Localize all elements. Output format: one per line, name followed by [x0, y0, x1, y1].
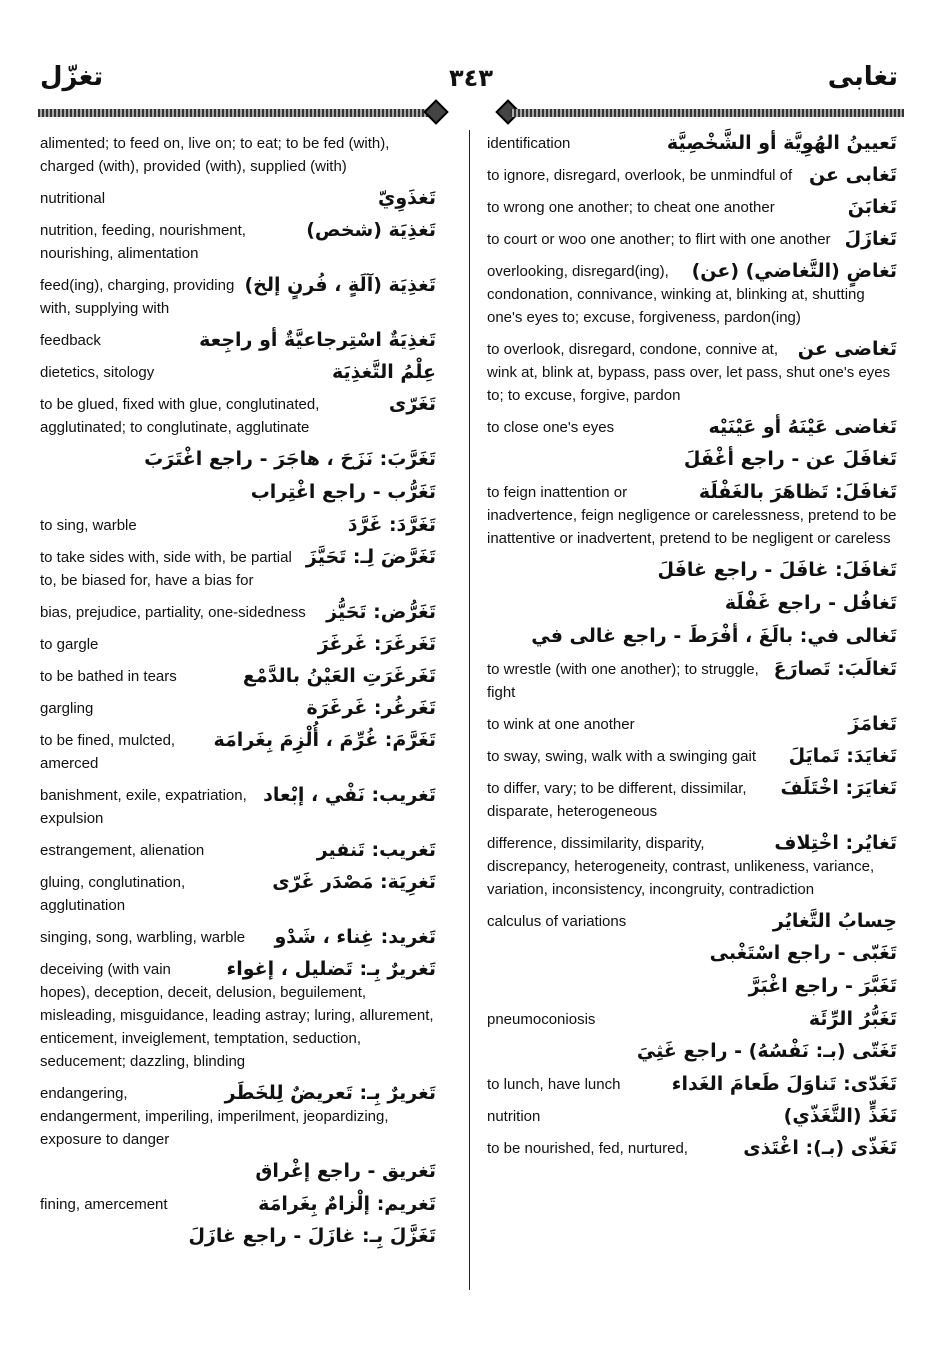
- dictionary-entry: [487, 132, 897, 155]
- arabic-headword: تَغَبَّرَ - راجع اغْبَرَّ: [748, 975, 897, 997]
- dictionary-entry: [487, 338, 897, 407]
- arabic-headword: تَغريب: تَنفير: [316, 839, 436, 861]
- dictionary-entry: [487, 448, 897, 472]
- arabic-headword: تَغريرٌ بِـ: تَضليل ، إغواء: [226, 958, 436, 980]
- dictionary-entry: [40, 1193, 436, 1216]
- dictionary-entry: [40, 481, 436, 505]
- arabic-headword: تَغَرُّض: تَحَيُّز: [326, 601, 436, 623]
- header-guide-word-left: تغزّل: [40, 62, 104, 92]
- arabic-headword: تَغامَزَ: [848, 713, 897, 735]
- dictionary-entry: [487, 416, 897, 439]
- dictionary-entry: [487, 658, 897, 704]
- english-definition: to be nourished, fed, nurtured,: [487, 1140, 688, 1157]
- english-definition: feedback: [40, 332, 101, 349]
- page-number: ٣٤٣: [449, 64, 493, 92]
- arabic-headword: تَغَرَّضَ لِـ: تَحَيَّزَ: [305, 546, 436, 568]
- arabic-headword: تَغابَنَ: [847, 196, 897, 218]
- arabic-headword: عِلْمُ التَّغذِيَة: [331, 361, 436, 383]
- column-divider: [469, 130, 470, 1290]
- dictionary-entry: [487, 1137, 897, 1160]
- dictionary-entry: [487, 625, 897, 649]
- arabic-headword: تَغافَلَ عن - راجع أغْفَلَ: [683, 448, 897, 470]
- english-definition: difference, dissimilarity, disparity, discrepancy, heterogeneity, contrast, unlikeness, variance, variation, inconsistency, incongruity, contradiction: [487, 835, 875, 898]
- arabic-headword: تَغالَبَ: تَصارَعَ: [773, 658, 897, 680]
- dictionary-entry: [40, 361, 436, 384]
- english-definition: fining, amercement: [40, 1196, 168, 1213]
- header-guide-word-right: تغابى: [827, 62, 898, 92]
- dictionary-entry: [40, 393, 436, 439]
- dictionary-entry: [487, 1008, 897, 1031]
- arabic-headword: تَغذِيَة (شخص): [306, 219, 436, 241]
- dictionary-entry: [487, 1105, 897, 1128]
- arabic-headword: تَغافُل - راجع غَفْلَة: [724, 592, 897, 614]
- dictionary-entry: [487, 1073, 897, 1096]
- arabic-headword: تَغَرغَرَ: غَرغَرَ: [317, 633, 436, 655]
- english-definition: nutritional: [40, 190, 106, 207]
- english-definition: deceiving (with vain hopes), deception, deceit, delusion, beguilement, misleading, misguidance, leading astray; luring, allurement, enticement, inveiglement, temptation, seduction, seducement; dazzling, blinding: [40, 961, 434, 1070]
- dictionary-entry: [40, 274, 436, 320]
- dictionary-entry: [40, 546, 436, 592]
- dictionary-entry: [40, 633, 436, 656]
- english-definition: identification: [487, 135, 571, 152]
- english-definition: to wink at one another: [487, 716, 635, 733]
- dictionary-entry: [487, 228, 897, 251]
- english-definition: to differ, vary; to be different, dissimilar, disparate, heterogeneous: [487, 780, 747, 820]
- arabic-headword: تَغَرَّبَ: نَزَحَ ، هاجَرَ - راجع اغْتَرَبَ: [144, 448, 436, 470]
- dictionary-entry: [40, 697, 436, 720]
- english-definition: to be glued, fixed with glue, conglutinated, agglutinated; to conglutinate, agglutinate: [40, 396, 320, 436]
- english-definition: to sway, swing, walk with a swinging gait: [487, 748, 757, 765]
- arabic-headword: تَغرِيَة: مَصْدَر غَرّى: [272, 871, 436, 893]
- arabic-headword: تَغايَدَ: تَمايَلَ: [788, 745, 897, 767]
- english-definition: to wrestle (with one another); to struggle, fight: [487, 661, 759, 701]
- dictionary-entry: [40, 132, 436, 178]
- english-definition: endangering, endangerment, imperiling, imperilment, jeopardizing, exposure to danger: [40, 1085, 389, 1148]
- english-definition: overlooking, disregard(ing), condonation, connivance, winking at, blinking at, shutting one's eyes to; excuse, forgiveness, pardon(ing): [487, 263, 865, 326]
- dictionary-entry: [40, 839, 436, 862]
- english-definition: to ignore, disregard, overlook, be unmindful of: [487, 167, 793, 184]
- english-definition: to be bathed in tears: [40, 668, 177, 685]
- dictionary-entry: [487, 592, 897, 616]
- dictionary-entry: [40, 187, 436, 210]
- dictionary-entry: [40, 926, 436, 949]
- dictionary-entry: [40, 1082, 436, 1151]
- english-definition: singing, song, warbling, warble: [40, 929, 246, 946]
- arabic-headword: تَغَرَّدَ: غَرَّدَ: [347, 514, 436, 536]
- arabic-headword: تَغاضى عن: [797, 338, 897, 360]
- arabic-headword: تَغَذٍّ (التَّغَذّي): [783, 1105, 897, 1127]
- dictionary-entry: [487, 777, 897, 823]
- english-definition: to sing, warble: [40, 517, 137, 534]
- dictionary-entry: [487, 910, 897, 933]
- ornament-bar-right: [510, 109, 904, 117]
- dictionary-entry: [40, 601, 436, 624]
- arabic-headword: تَغَبّى - راجع اسْتَغْبى: [709, 942, 897, 964]
- arabic-headword: تَغازَلَ: [844, 228, 897, 250]
- arabic-headword: تَغايُر: اخْتِلاف: [774, 832, 897, 854]
- arabic-headword: تَغذِيَةٌ اسْتِرجاعيَّةٌ أو راجِعة: [199, 329, 436, 351]
- english-definition: to overlook, disregard, condone, connive at, wink at, blink at, bypass, pass over, let pass, shut one's eyes to; to excuse, forgive, pardon: [487, 341, 891, 404]
- dictionary-entry: [40, 448, 436, 472]
- dictionary-entry: [40, 1160, 436, 1184]
- arabic-headword: تَغاضى عَيْنَهُ أو عَيْنَيْه: [708, 416, 897, 438]
- english-definition: dietetics, sitology: [40, 364, 155, 381]
- arabic-headword: تَعيينُ الهُوِيَّة أو الشَّخْصِيَّة: [666, 132, 897, 154]
- english-definition: gargling: [40, 700, 94, 717]
- ornament-bar-left: [38, 109, 430, 117]
- arabic-headword: تَغَرّى: [388, 393, 436, 415]
- arabic-headword: تَغريم: إلْزامٌ بِغَرامَة: [258, 1193, 436, 1215]
- english-definition: calculus of variations: [487, 913, 627, 930]
- arabic-headword: تَغَرغُر: غَرغَرَة: [306, 697, 436, 719]
- arabic-headword: تَغابى عن: [808, 164, 897, 186]
- dictionary-entry: [40, 219, 436, 265]
- dictionary-entry: [487, 942, 897, 966]
- arabic-headword: تَغريد: غِناء ، شَدْو: [274, 926, 436, 948]
- english-definition: gluing, conglutination, agglutination: [40, 874, 186, 914]
- english-definition: bias, prejudice, partiality, one-sidedness: [40, 604, 306, 621]
- arabic-headword: تَغاضٍ (التَّغاضي) (عن): [691, 260, 897, 282]
- dictionary-entry: [40, 871, 436, 917]
- arabic-headword: تَغذِيَة (آلَةٍ ، فُرنٍ إلخ): [244, 274, 436, 296]
- header-ornament-rule: [38, 102, 904, 124]
- arabic-headword: تَغَرغَرَتِ العَيْنُ بالدَّمْع: [242, 665, 436, 687]
- right-column: [487, 132, 897, 1169]
- dictionary-entry: [487, 832, 897, 901]
- english-definition: banishment, exile, expatriation, expulsion: [40, 787, 247, 827]
- arabic-headword: تَغَزَّلَ بِـ: غازَلَ - راجع غازَلَ: [188, 1225, 436, 1247]
- dictionary-entry: [40, 729, 436, 775]
- arabic-headword: تَغايَرَ: اخْتَلَفَ: [780, 777, 897, 799]
- english-definition: to gargle: [40, 636, 99, 653]
- arabic-headword: تَغَدّى: تَناوَلَ طَعامَ الغَداء: [671, 1073, 897, 1095]
- arabic-headword: تَغذَوِيّ: [377, 187, 436, 209]
- dictionary-entry: [487, 481, 897, 550]
- english-definition: to lunch, have lunch: [487, 1076, 621, 1093]
- english-definition: to court or woo one another; to flirt with one another: [487, 231, 831, 248]
- english-definition: pneumoconiosis: [487, 1011, 596, 1028]
- arabic-headword: تَغافَلَ: تَظاهَرَ بالغَفْلَة: [698, 481, 897, 503]
- dictionary-entry: [487, 260, 897, 329]
- dictionary-entry: [40, 514, 436, 537]
- diamond-ornament-icon: [423, 99, 448, 124]
- arabic-headword: تَغالى في: بالَغَ ، أفْرَطَ - راجع غالى في: [531, 625, 897, 647]
- dictionary-entry: [40, 665, 436, 688]
- dictionary-entry: [487, 1040, 897, 1064]
- dictionary-entry: [487, 713, 897, 736]
- english-definition: to wrong one another; to cheat one another: [487, 199, 775, 216]
- dictionary-entry: [40, 958, 436, 1073]
- english-definition: nutrition: [487, 1108, 541, 1125]
- dictionary-entry: [487, 745, 897, 768]
- arabic-headword: تَغَبُّرُ الرِّئَة: [808, 1008, 897, 1030]
- english-definition: alimented; to feed on, live on; to eat; to be fed (with), charged (with), provided (with), supplied (with): [40, 135, 390, 175]
- english-definition: estrangement, alienation: [40, 842, 205, 859]
- english-definition: to close one's eyes: [487, 419, 615, 436]
- dictionary-entry: [487, 559, 897, 583]
- dictionary-entry: [487, 196, 897, 219]
- arabic-headword: تَغَذّى (بـ): اغْتَذى: [743, 1137, 897, 1159]
- arabic-headword: تَغريب: نَفْي ، إبْعاد: [263, 784, 436, 806]
- arabic-headword: تَغَرُّب - راجع اغْتِراب: [250, 481, 436, 503]
- english-definition: to take sides with, side with, be partial to, be biased for, have a bias for: [40, 549, 292, 589]
- arabic-headword: تَغَرَّمَ: غُرِّمَ ، أُلْزِمَ بِغَرامَة: [213, 729, 436, 751]
- english-definition: to be fined, mulcted, amerced: [40, 732, 176, 772]
- dictionary-entry: [487, 975, 897, 999]
- arabic-headword: تَغافَلَ: غافَلَ - راجع غافَلَ: [657, 559, 897, 581]
- english-definition: to feign inattention or inadvertence, feign negligence or carelessness, pretend to be inattentive or inadvertent, pretend to be negligent or careless: [487, 484, 897, 547]
- dictionary-entry: [40, 784, 436, 830]
- english-definition: feed(ing), charging, providing with, supplying with: [40, 277, 235, 317]
- dictionary-entry: [40, 329, 436, 352]
- dictionary-entry: [487, 164, 897, 187]
- arabic-headword: تَغريرٌ بِـ: تَعريضٌ لِلخَطَر: [224, 1082, 436, 1104]
- arabic-headword: تَغَتّى (بـ: نَفْسُهُ) - راجع غَثِيَ: [636, 1040, 897, 1062]
- english-definition: nutrition, feeding, nourishment, nourishing, alimentation: [40, 222, 246, 262]
- dictionary-entry: [40, 1225, 436, 1249]
- arabic-headword: تَغريق - راجع إغْراق: [255, 1160, 436, 1182]
- arabic-headword: حِسابُ التَّغايُر: [772, 910, 897, 932]
- left-column: [40, 132, 436, 1258]
